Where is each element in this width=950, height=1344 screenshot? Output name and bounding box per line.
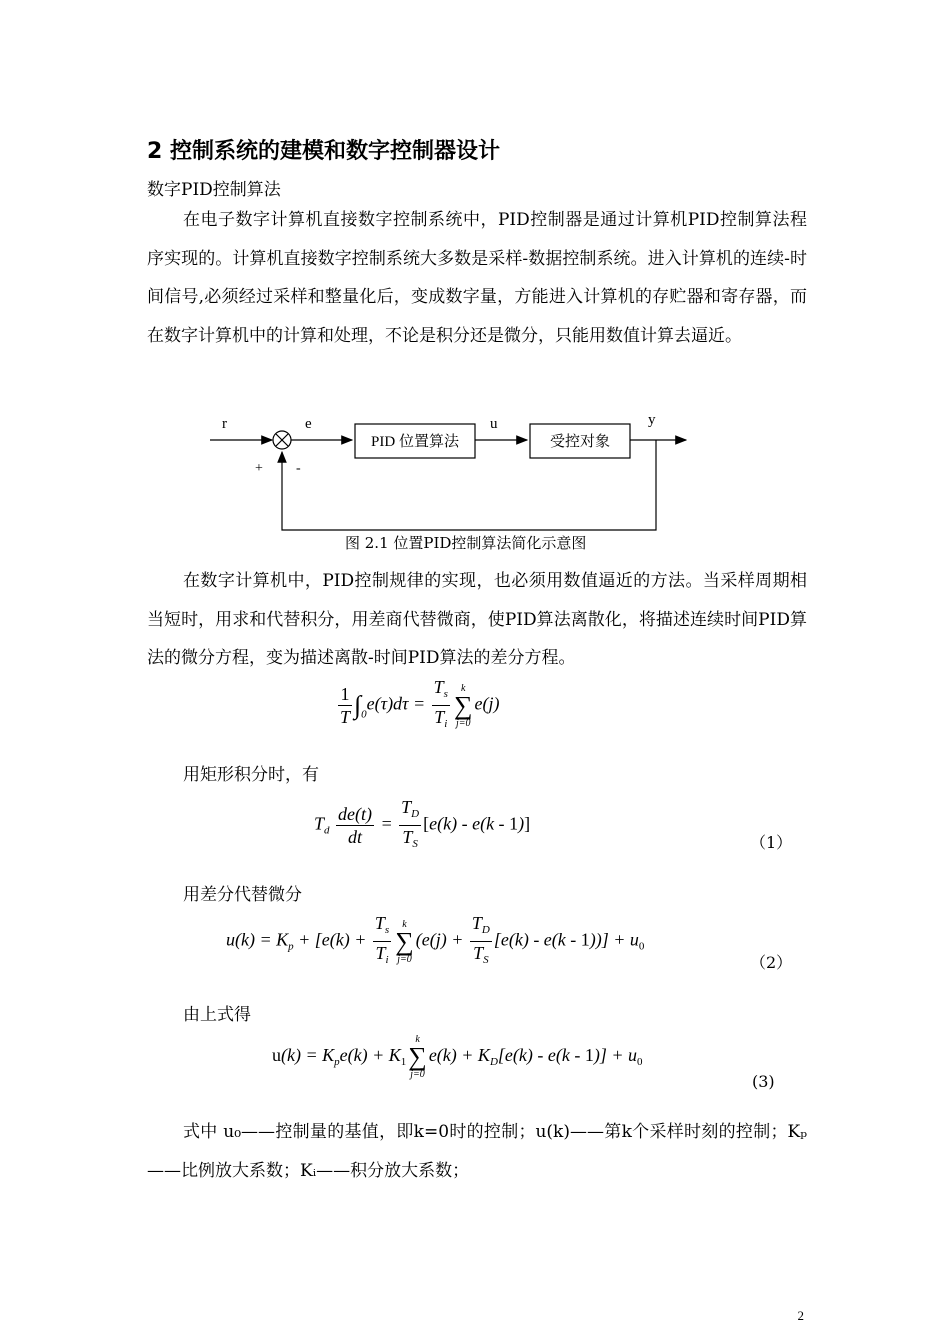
text-diff-substitution: 用差分代替微分 bbox=[183, 885, 302, 905]
label-y: y bbox=[648, 412, 656, 428]
label-e: e bbox=[305, 416, 312, 432]
block-diagram bbox=[200, 400, 700, 535]
equation-1-number: （1） bbox=[750, 833, 793, 852]
paragraph-intro: 在电子数字计算机直接数字控制系统中，PID控制器是通过计算机PID控制算法程序实现的。计算机直接数字控制系统大多数是采样-数据控制系统。进入计算机的连续-时间信号,必须经过采样和整量化后，变成数字量，方能进入计算机的存贮器和寄存器，而在数字计算机中的计算和处理，不论是积分还是微分，只能用数值计算去逼近。 bbox=[147, 210, 807, 346]
equation-2-number: （2） bbox=[750, 953, 793, 972]
page-number: 2 bbox=[797, 1308, 804, 1323]
figure-caption: 图 2.1 位置PID控制算法简化示意图 bbox=[345, 534, 587, 552]
equation-integral: $\frac{1}{T}$ $\int_0e(\tau)d\tau$ = $\frac{T_s}{T_i}$ k ∑ j=0e(j) bbox=[340, 677, 500, 730]
equation-3: $u(k) = K_pe(k) + K_1k$ ∑ $j=0e(k) + K_D[e(k) - e(k - 1)] + u_0$ bbox=[272, 1034, 643, 1080]
paragraph-symbols: 式中 u₀——控制量的基值，即k=0时的控制；u(k)——第k个采样时刻的控制；Kₚ——比例放大系数；Kᵢ——积分放大系数； bbox=[147, 1122, 807, 1181]
plant-block-label: 受控对象 bbox=[549, 434, 611, 450]
equation-1: $T_d$ $\frac{de(t)}{dt}$ = $\frac{T_D}{T_S}$ [e(k) - e(k - 1)] bbox=[314, 797, 531, 850]
subsection-heading: 数字PID控制算法 bbox=[147, 180, 281, 200]
pid-block-label: PID 位置算法 bbox=[371, 434, 459, 450]
text-from-above: 由上式得 bbox=[183, 1005, 251, 1025]
label-u: u bbox=[490, 416, 498, 432]
text-rect-integration: 用矩形积分时，有 bbox=[183, 765, 319, 785]
label-r: r bbox=[222, 416, 227, 432]
equation-3-number: (3) bbox=[752, 1072, 775, 1091]
paragraph-discretization: 在数字计算机中，PID控制规律的实现，也必须用数值逼近的方法。当采样周期相当短时，用求和代替积分，用差商代替微商，使PID算法离散化，将描述连续时间PID算法的微分方程，变为描述离散-时间PID算法的差分方程。 bbox=[147, 571, 807, 668]
equation-2: $u(k) = K_p + [e(k)$ + $\frac{T_s}{T_i}$ k ∑ j=0(e(j) + $\frac{T_D}{T_S}$ $[e(k) - e(k - 1))] + u_0$ bbox=[226, 913, 645, 966]
label-plus: + bbox=[255, 461, 263, 476]
label-minus: - bbox=[296, 461, 301, 476]
section-heading: 2 控制系统的建模和数字控制器设计 bbox=[147, 139, 500, 164]
